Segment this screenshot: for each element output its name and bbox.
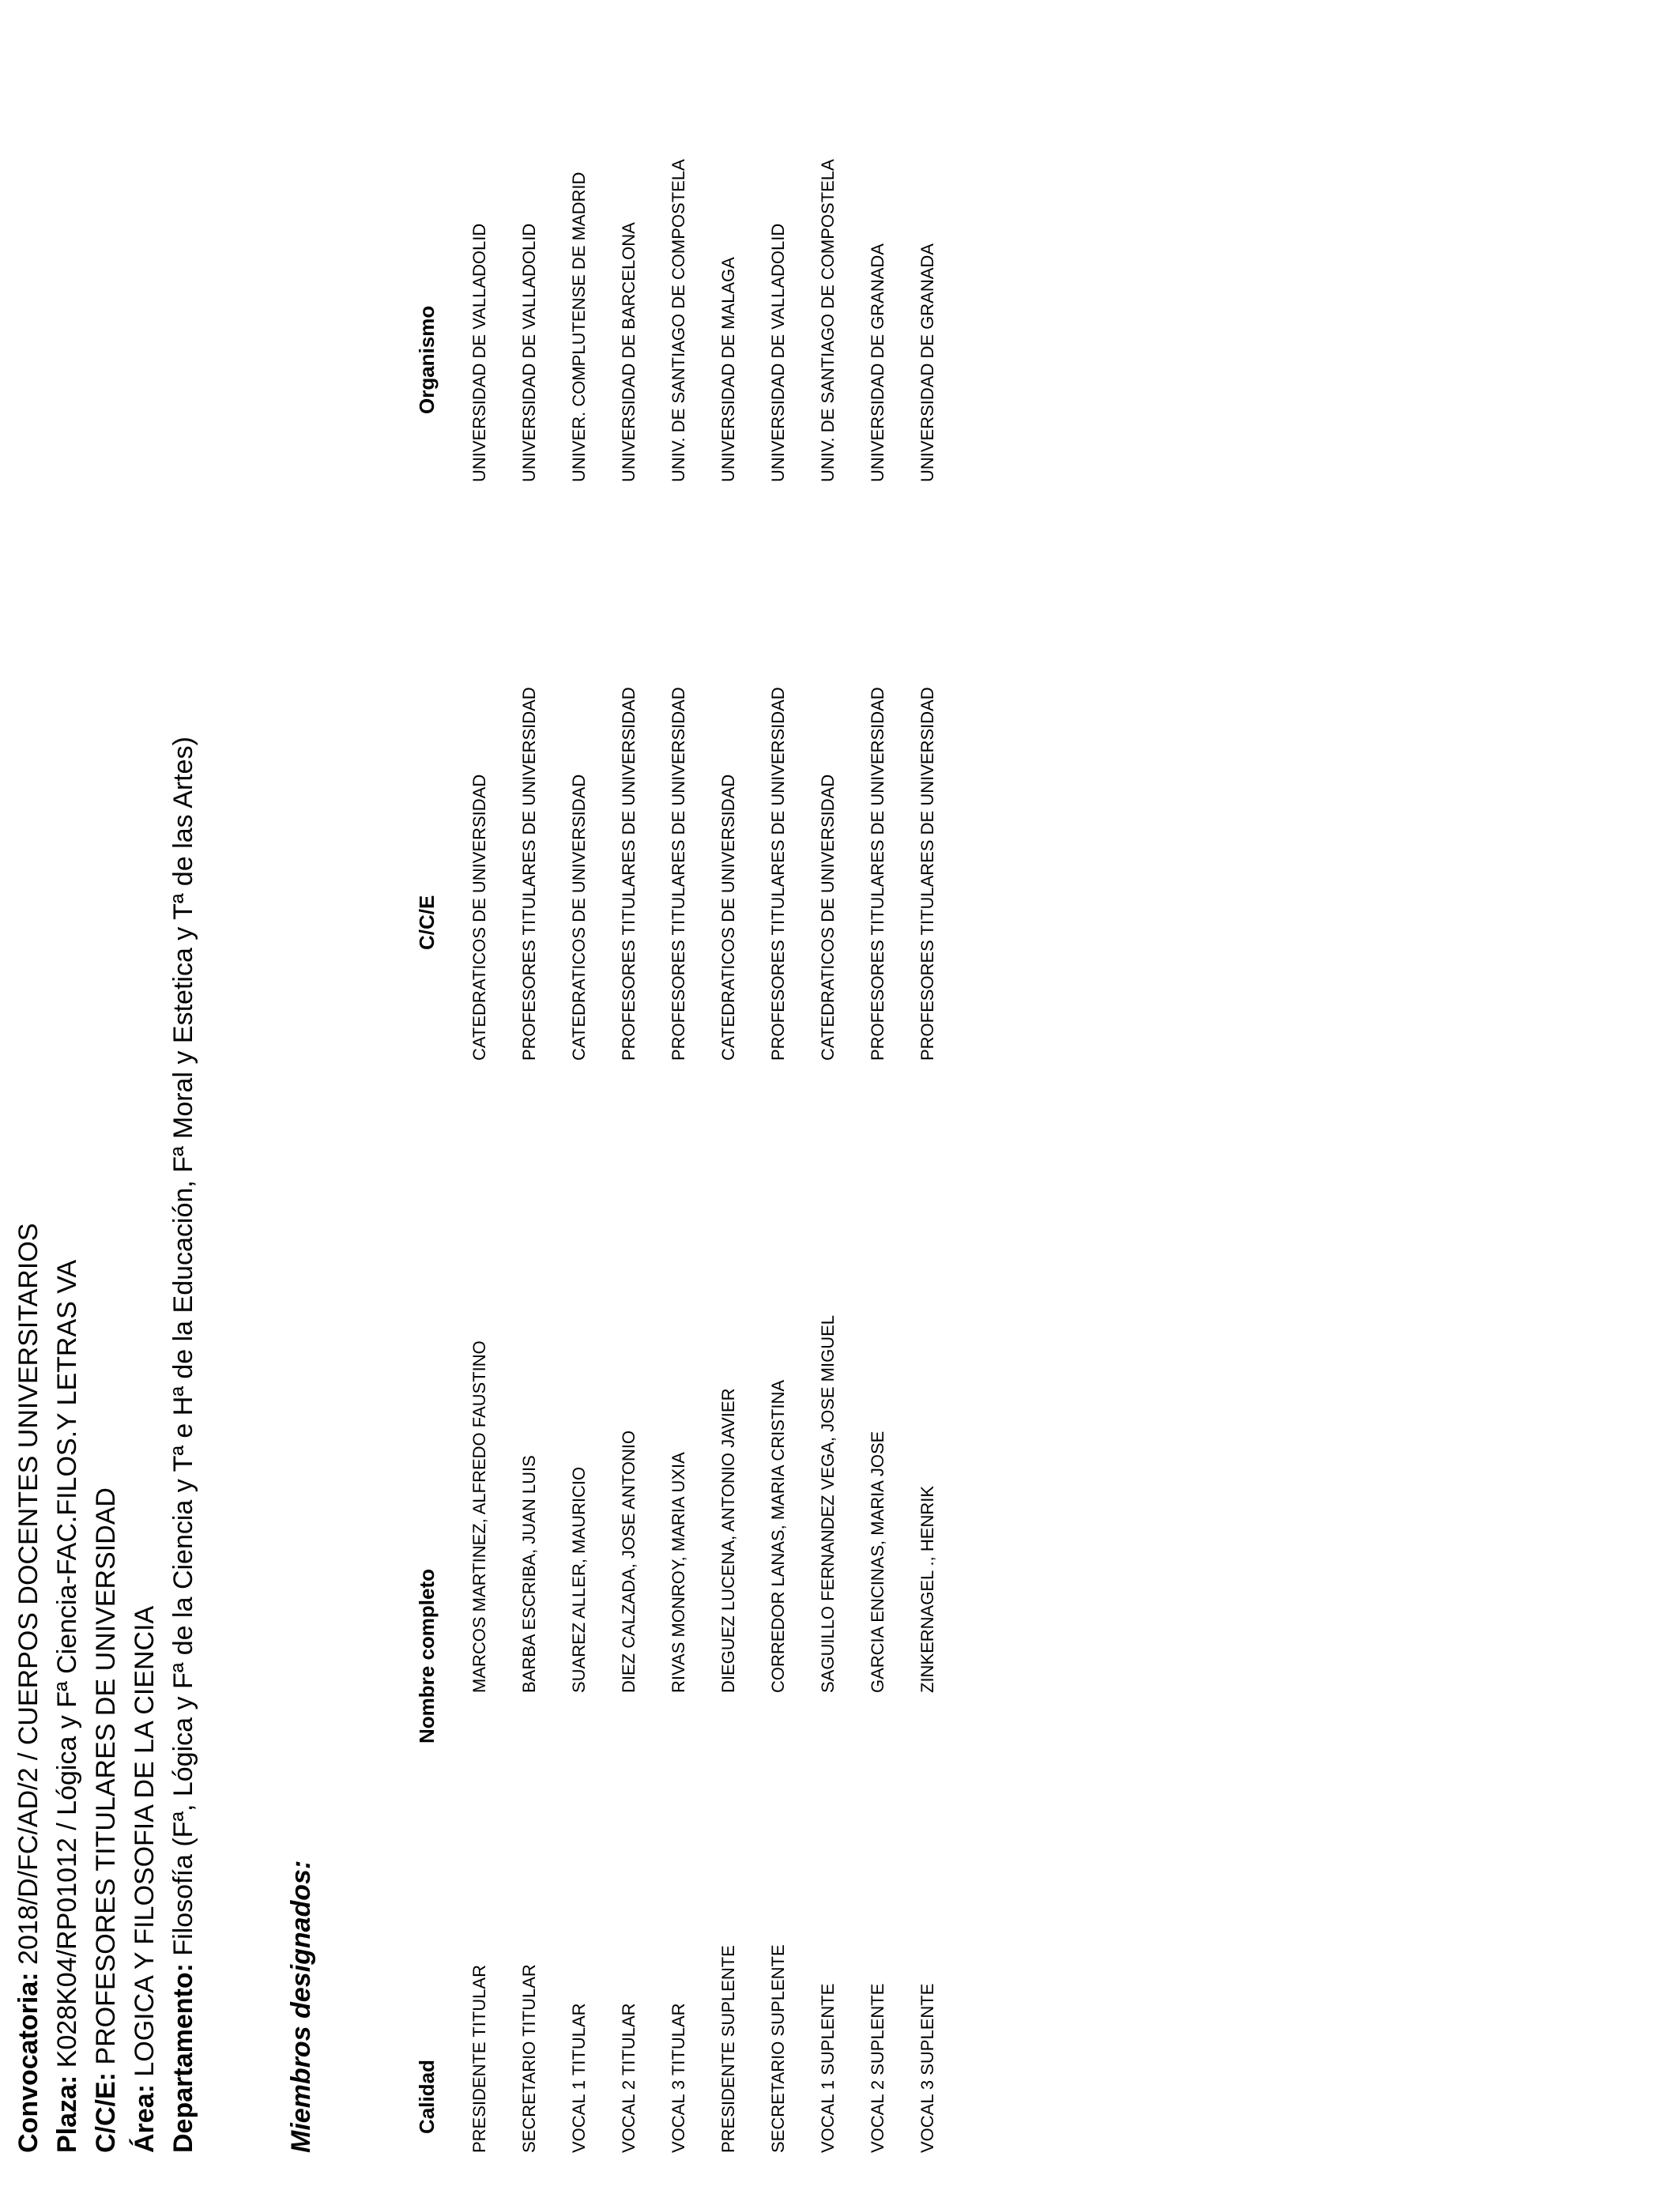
cell-nombre: DIEZ CALZADA, JOSE ANTONIO (619, 1430, 638, 1693)
cell-cce: PROFESORES TITULARES DE UNIVERSIDAD (768, 687, 788, 1061)
cce-line (87, 51, 126, 2153)
cell-nombre: CORREDOR LANAS, MARIA CRISTINA (768, 1379, 788, 1693)
column-header-calidad: Calidad (415, 2060, 439, 2134)
area-value: LOGICA Y FILOSOFIA DE LA CIENCIA (130, 1605, 160, 2085)
convocatoria-label: Convocatoria: (13, 1972, 43, 2153)
cell-cce: CATEDRATICOS DE UNIVERSIDAD (569, 774, 589, 1061)
departamento-line (164, 51, 203, 2153)
cell-cce: PROFESORES TITULARES DE UNIVERSIDAD (868, 687, 887, 1061)
document-header (9, 51, 203, 2153)
cell-nombre: SAGUILLO FERNANDEZ VEGA, JOSE MIGUEL (818, 1315, 838, 1693)
cell-organismo: UNIVERSIDAD DE VALLADOLID (519, 223, 539, 482)
cell-organismo: UNIVERSIDAD DE GRANADA (917, 243, 937, 482)
cell-nombre: ZINKERNAGEL ., HENRIK (917, 1485, 937, 1693)
cell-cce: PROFESORES TITULARES DE UNIVERSIDAD (619, 687, 638, 1061)
cce-value: PROFESORES TITULARES DE UNIVERSIDAD (91, 1487, 121, 2072)
column-header-nombre: Nombre completo (415, 1568, 439, 1744)
cell-calidad: VOCAL 2 TITULAR (619, 2003, 638, 2153)
cell-calidad: PRESIDENTE SUPLENTE (718, 1945, 738, 2153)
cell-cce: PROFESORES TITULARES DE UNIVERSIDAD (917, 687, 937, 1061)
cell-cce: CATEDRATICOS DE UNIVERSIDAD (718, 774, 738, 1061)
convocatoria-value: 2018/D/FC/AD/2 / CUERPOS DOCENTES UNIVERSITARIOS (13, 1223, 43, 1973)
cell-nombre: DIEGUEZ LUCENA, ANTONIO JAVIER (718, 1388, 738, 1693)
cell-organismo: UNIVERSIDAD DE VALLADOLID (469, 223, 489, 482)
cell-nombre: GARCIA ENCINAS, MARIA JOSE (868, 1431, 887, 1693)
cell-cce: CATEDRATICOS DE UNIVERSIDAD (818, 774, 838, 1061)
cell-organismo: UNIVERSIDAD DE MALAGA (718, 257, 738, 482)
cell-calidad: VOCAL 3 TITULAR (669, 2003, 688, 2153)
plaza-line (48, 51, 87, 2153)
cell-cce: PROFESORES TITULARES DE UNIVERSIDAD (519, 687, 539, 1061)
cell-nombre: MARCOS MARTINEZ, ALFREDO FAUSTINO (469, 1340, 489, 1693)
cce-label: C/C/E: (91, 2072, 121, 2153)
departamento-label: Departamento: (168, 1963, 198, 2153)
cell-organismo: UNIVER. COMPLUTENSE DE MADRID (569, 172, 589, 482)
cell-organismo: UNIV. DE SANTIAGO DE COMPOSTELA (669, 159, 688, 482)
cell-nombre: SUAREZ ALLER, MAURICIO (569, 1466, 589, 1693)
cell-calidad: VOCAL 3 SUPLENTE (917, 1983, 937, 2153)
convocatoria-line (9, 51, 48, 2153)
cell-calidad: PRESIDENTE TITULAR (469, 1965, 489, 2153)
cell-nombre: RIVAS MONROY, MARIA UXIA (669, 1452, 688, 1693)
departamento-value: Filosofía (Fª, Lógica y Fª de la Ciencia y Tª e Hª de la Educación, Fª Moral y Estetica y Tª de las Artes) (168, 737, 198, 1964)
cell-organismo: UNIVERSIDAD DE VALLADOLID (768, 223, 788, 482)
column-header-organismo: Organismo (415, 305, 439, 414)
cell-cce: CATEDRATICOS DE UNIVERSIDAD (469, 774, 489, 1061)
cell-calidad: SECRETARIO TITULAR (519, 1964, 539, 2153)
cell-organismo: UNIVERSIDAD DE BARCELONA (619, 222, 638, 482)
cell-cce: PROFESORES TITULARES DE UNIVERSIDAD (669, 687, 688, 1061)
cell-nombre: BARBA ESCRIBA, JUAN LUIS (519, 1455, 539, 1693)
cell-organismo: UNIV. DE SANTIAGO DE COMPOSTELA (818, 159, 838, 482)
cell-calidad: VOCAL 1 TITULAR (569, 2003, 589, 2153)
cell-calidad: VOCAL 2 SUPLENTE (868, 1983, 887, 2153)
cell-calidad: SECRETARIO SUPLENTE (768, 1944, 788, 2153)
cell-calidad: VOCAL 1 SUPLENTE (818, 1983, 838, 2153)
area-label: Área: (130, 2084, 160, 2153)
plaza-label: Plaza: (52, 2075, 82, 2153)
section-title: Miembros designados: (286, 1860, 316, 2153)
area-line (126, 51, 164, 2153)
column-header-cce: C/C/E (415, 895, 439, 950)
plaza-value: K028K04/RP01012 / Lógica y Fª Ciencia-FAC.FILOS.Y LETRAS VA (52, 1259, 82, 2075)
cell-organismo: UNIVERSIDAD DE GRANADA (868, 243, 887, 482)
